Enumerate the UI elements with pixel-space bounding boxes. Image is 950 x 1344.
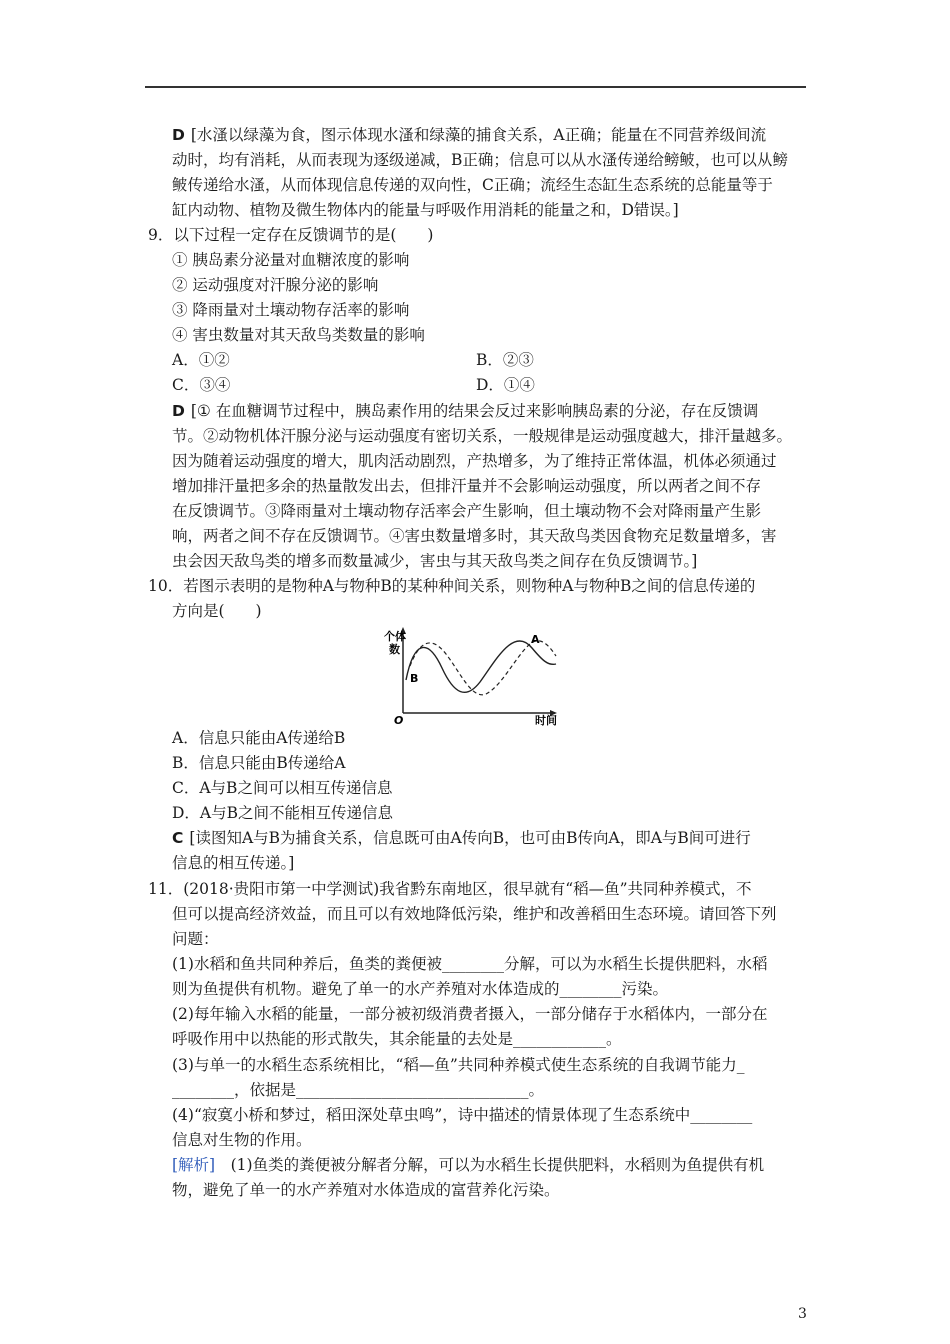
q9-option: C．③④: [172, 376, 231, 394]
page-number: 3: [798, 1306, 807, 1322]
q9-explanation-line: 增加排汗量把多余的热量散发出去，但排汗量并不会影响运动强度，所以两者之间不存: [172, 477, 762, 495]
q11-stem: 11．(2018·贵阳市第一中学测试)我省黔东南地区，很早就有“稻—鱼”共同种养模式，不: [148, 880, 752, 898]
q11-stem: 但可以提高经济效益，而且可以有效地降低污染，维护和改善稻田生态环境。请回答下列: [172, 905, 777, 923]
q11-stem: 问题：: [172, 930, 219, 948]
q9-explanation-line: 节。②动物机体汗腺分泌与运动强度有密切关系，一般规律是运动强度越大，排汗量越多。: [172, 427, 793, 445]
answer-letter: C: [172, 829, 184, 847]
q9-option: D．①④: [476, 376, 535, 394]
q10-option: C．A与B之间可以相互传递信息: [172, 779, 393, 797]
q9-stem: 9．以下过程一定存在反馈调节的是( ): [148, 226, 434, 244]
q11-part: 呼吸作用中以热能的形式散失，其余能量的去处是____________。: [172, 1030, 622, 1048]
q9-item: ③ 降雨量对土壤动物存活率的影响: [172, 301, 410, 319]
species-b-label: B: [410, 672, 419, 685]
q9-explanation-line: 响，两者之间不存在反馈调节。④害虫数量增多时，其天敌鸟类因食物充足数量增多，害: [172, 527, 777, 545]
q11-analysis-line: [解析] (1)鱼类的粪便被分解者分解，可以为水稻生长提供肥料，水稻则为鱼提供有机: [172, 1156, 765, 1174]
q10-option: D．A与B之间不能相互传递信息: [172, 804, 394, 822]
q10-explanation-line: 信息的相互传递。]: [172, 854, 295, 872]
q11-part: ________，依据是______________________________。: [172, 1081, 545, 1099]
y-axis-label: 个体: [384, 630, 406, 643]
answer-letter: D: [172, 126, 185, 144]
y-axis-label: 数: [389, 643, 400, 656]
q11-part: (3)与单一的水稻生态系统相比，“稻—鱼”共同种养模式使生态系统的自我调节能力_: [172, 1056, 745, 1074]
population-chart: [380, 620, 580, 726]
species-b-curve: [410, 641, 556, 695]
q9-explanation-line: 因为随着运动强度的增大，肌肉活动剧烈，产热增多，为了维持正常体温，机体必须通过: [172, 452, 777, 470]
q9-option: B．②③: [476, 351, 534, 369]
q8-answer-line: 动时，均有消耗，从而表现为逐级递减，B正确；信息可以从水溞传递给鳑鲏，也可以从鳑: [172, 151, 788, 169]
x-axis-label: 时间: [535, 714, 557, 726]
q9-explanation-line: 虫会因天敌鸟类的增多而数量减少，害虫与其天敌鸟类之间存在负反馈调节。]: [172, 552, 698, 570]
species-a-curve: [406, 641, 556, 692]
q10-explanation-line: C [读图知A与B为捕食关系，信息既可由A传向B，也可由B传向A，即A与B间可进行: [172, 829, 751, 847]
origin-label: O: [394, 714, 404, 726]
q9-option: A．①②: [172, 351, 230, 369]
header-rule: [145, 86, 806, 88]
q9-item: ② 运动强度对汗腺分泌的影响: [172, 276, 379, 294]
q11-part: (1)水稻和鱼共同种养后，鱼类的粪便被________分解，可以为水稻生长提供肥料，水稻: [172, 955, 768, 973]
q8-answer-line: 缸内动物、植物及微生物体内的能量与呼吸作用消耗的能量之和，D错误。]: [172, 201, 679, 219]
q9-explanation-line: 在反馈调节。③降雨量对土壤动物存活率会产生影响，但土壤动物不会对降雨量产生影: [172, 502, 762, 520]
answer-letter: D: [172, 402, 185, 420]
q10-stem: 10．若图示表明的是物种A与物种B的某种种间关系，则物种A与物种B之间的信息传递的: [148, 577, 756, 595]
q10-option: A．信息只能由A传递给B: [172, 729, 346, 747]
q11-part: (2)每年输入水稻的能量，一部分被初级消费者摄入，一部分储存于水稻体内，一部分在: [172, 1005, 768, 1023]
q8-answer-line: 鲏传递给水溞，从而体现信息传递的双向性，C正确；流经生态缸生态系统的总能量等于: [172, 176, 773, 194]
q11-part: (4)“寂寞小桥和梦过，稻田深处草虫鸣”，诗中描述的情景体现了生态系统中________: [172, 1106, 753, 1124]
q10-stem: 方向是( ): [172, 602, 262, 620]
q8-answer-line: D [水溞以绿藻为食，图示体现水溞和绿藻的捕食关系，A正确；能量在不同营养级间流: [172, 126, 767, 144]
q9-item: ④ 害虫数量对其天敌鸟类数量的影响: [172, 326, 425, 344]
q10-option: B．信息只能由B传递给A: [172, 754, 346, 772]
analysis-label: [解析]: [172, 1156, 216, 1174]
species-a-label: A: [531, 633, 540, 646]
q11-part: 信息对生物的作用。: [172, 1131, 312, 1149]
q9-item: ① 胰岛素分泌量对血糖浓度的影响: [172, 251, 410, 269]
q11-part: 则为鱼提供有机物。避免了单一的水产养殖对水体造成的________污染。: [172, 980, 669, 998]
q9-explanation-line: D [① 在血糖调节过程中，胰岛素作用的结果会反过来影响胰岛素的分泌，存在反馈调: [172, 402, 759, 420]
q11-analysis-line: 物，避免了单一的水产养殖对水体造成的富营养化污染。: [172, 1181, 560, 1199]
